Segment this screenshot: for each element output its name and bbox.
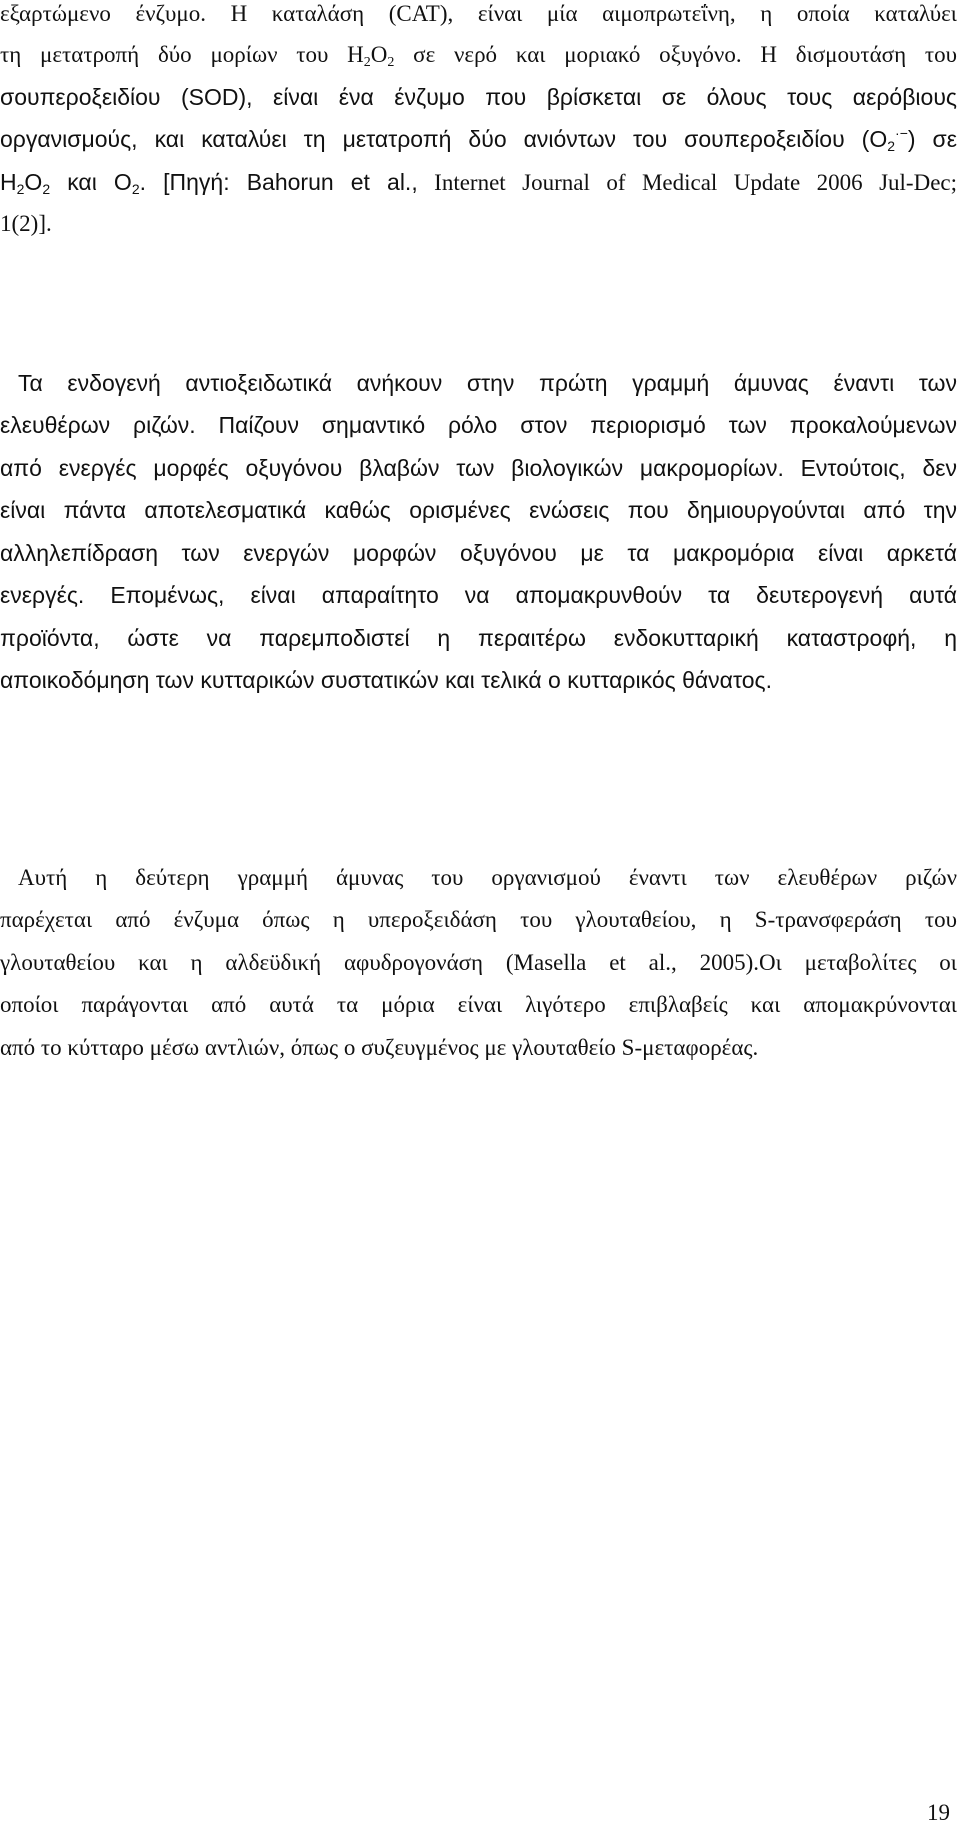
- text-line: γλουταθείου και η αλδεϋδική αφυδρογονάση (Masella et al., 2005).Οι μεταβολίτες οι: [0, 950, 957, 975]
- text-line: από το κύτταρο μέσω αντλιών, όπως ο συζευγμένος με γλουταθείο S-μεταφορέας.: [0, 1035, 759, 1060]
- text-line: από ενεργές μορφές οξυγόνου βλαβών των βιολογικών μακρομορίων. Εντούτοις, δεν: [0, 455, 957, 481]
- citation-source: [Πηγή: Bahorun et al.,: [163, 169, 418, 195]
- text-line: σουπεροξειδίου (SOD), είναι ένα ένζυμο που βρίσκεται σε όλους τους αερόβιους: [0, 84, 957, 110]
- text-line: τη μετατροπή δύο μορίων του $H_2O_2$ σε νερό και μοριακό οξυγόνο. Η δισμουτάση του: [0, 42, 957, 70]
- text-line: 1(2)].: [0, 211, 52, 236]
- text-line: ελευθέρων ριζών. Παίζουν σημαντικό ρόλο στον περιορισμό των προκαλούμενων: [0, 412, 957, 438]
- text-line: Αυτή η δεύτερη γραμμή άμυνας του οργανισμού έναντι των ελευθέρων ριζών: [18, 865, 957, 890]
- text-line: εξαρτώμενο ένζυμο. Η καταλάση (CAT), είναι μία αιμοπρωτεΐνη, η οποία καταλύει: [0, 1, 957, 26]
- text-line: οποίοι παράγονται από αυτά τα μόρια είναι λιγότερο επιβλαβείς και απομακρύνονται: [0, 992, 957, 1017]
- text-line: Τα ενδογενή αντιοξειδωτικά ανήκουν στην πρώτη γραμμή άμυνας έναντι των: [18, 370, 957, 396]
- page-number: 19: [927, 1800, 950, 1825]
- text-line: παρέχεται από ένζυμα όπως η υπεροξειδάση του γλουταθείου, η S-τρανσφεράση του: [0, 907, 957, 932]
- text-line: αποικοδόμηση των κυτταρικών συστατικών και τελικά ο κυτταρικός θάνατος.: [0, 667, 773, 693]
- text-line: είναι πάντα αποτελεσματικά καθώς ορισμένες ενώσεις που δημιουργούνται από την: [0, 497, 957, 523]
- text-line: οργανισμούς, και καταλύει τη μετατροπή δύο ανιόντων του σουπεροξειδίου $(O_2^{\cdot-})$ σε: [0, 125, 958, 154]
- citation-journal: Internet Journal of Medical Update 2006 Jul-Dec;: [417, 170, 958, 195]
- text-line: ενεργές. Επομένως, είναι απαραίτητο να απομακρυνθούν τα δευτερογενή αυτά: [0, 582, 957, 608]
- text-line: $H_2O_2$ και $O_2$. [Πηγή: Bahorun et al., Internet Journal of Medical Update 2006 Jul-Dec;: [0, 169, 958, 197]
- text-line: προϊόντα, ώστε να παρεμποδιστεί η περαιτέρω ενδοκυτταρική καταστροφή, η: [0, 625, 957, 651]
- text-line: αλληλεπίδραση των ενεργών μορφών οξυγόνου με τα μακρομόρια είναι αρκετά: [0, 540, 957, 566]
